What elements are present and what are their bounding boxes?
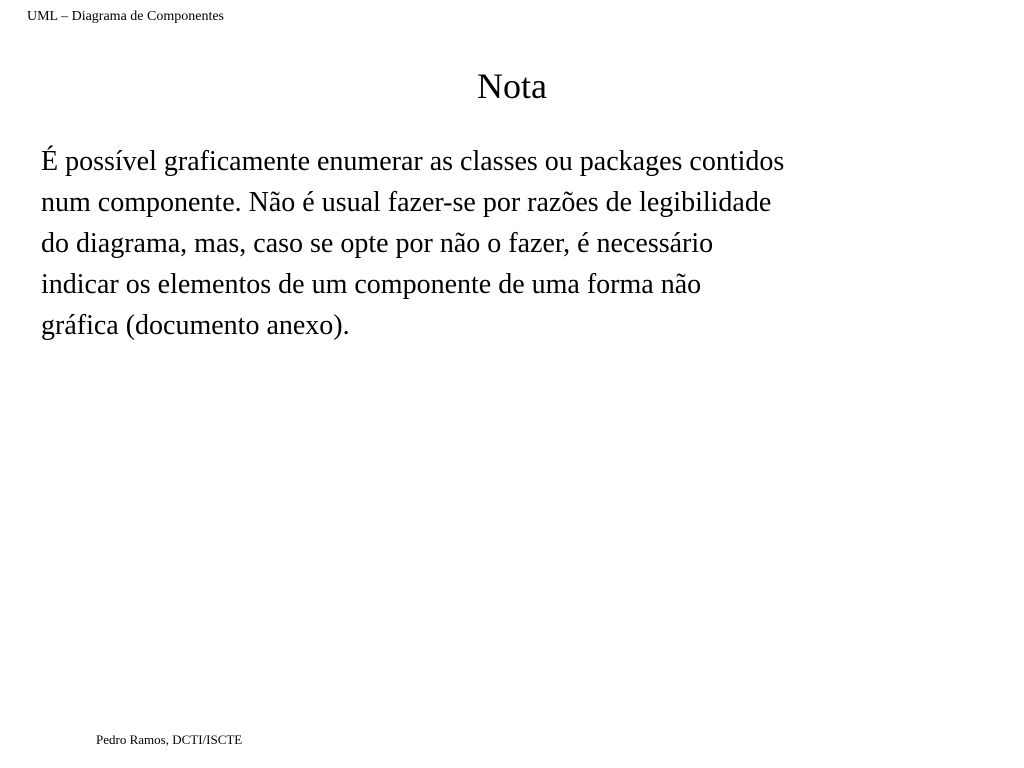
body-line: num componente. Não é usual fazer-se por razões de legibilidade bbox=[41, 187, 772, 218]
slide-body bbox=[41, 141, 784, 346]
body-line: do diagrama, mas, caso se opte por não o fazer, é necessário bbox=[41, 228, 714, 259]
body-line: gráfica (documento anexo). bbox=[41, 310, 350, 341]
slide-title: Nota bbox=[477, 66, 547, 106]
body-line: indicar os elementos de um componente de uma forma não bbox=[41, 269, 702, 300]
slide-header: UML – Diagrama de Componentes bbox=[27, 9, 224, 24]
body-line: É possível graficamente enumerar as classes ou packages contidos bbox=[41, 146, 785, 177]
slide-footer: Pedro Ramos, DCTI/ISCTE bbox=[96, 732, 243, 747]
